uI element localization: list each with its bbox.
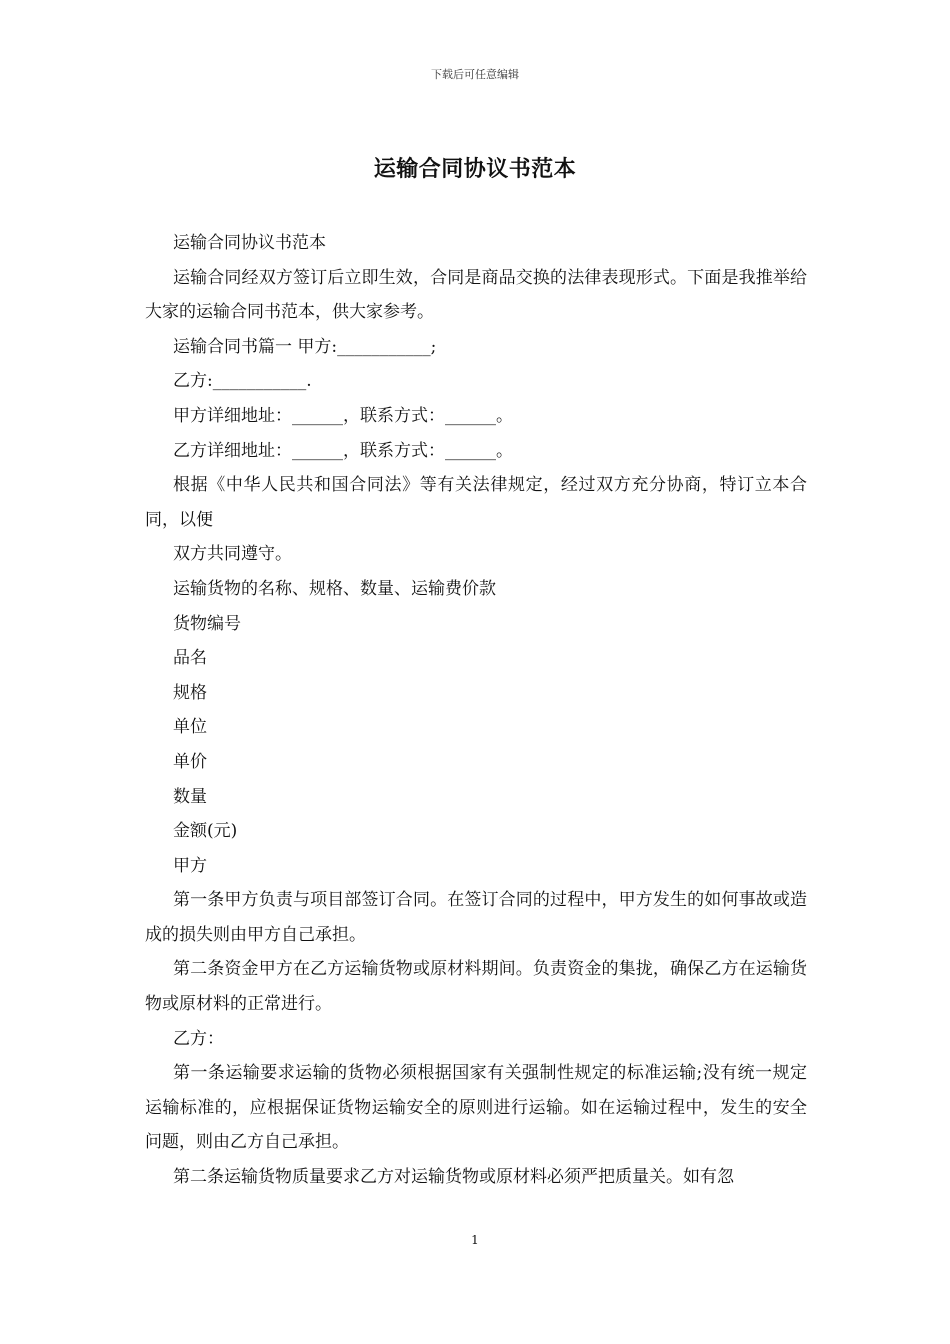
paragraph: 第一条甲方负责与项目部签订合同。在签订合同的过程中，甲方发生的如何事故或造成的损失则由甲方自己承担。 bbox=[145, 890, 807, 945]
paragraph: 乙方详细地址：______，联系方式：______。 bbox=[173, 440, 513, 461]
paragraph: 运输货物的名称、规格、数量、运输费价款 bbox=[173, 578, 496, 599]
paragraph: 单位 bbox=[173, 717, 207, 738]
paragraph: 运输合同书篇一 甲方:___________; bbox=[173, 336, 437, 357]
paragraph: 货物编号 bbox=[173, 613, 241, 634]
document-body bbox=[145, 226, 807, 1195]
paragraph: 运输合同协议书范本 bbox=[173, 233, 326, 253]
paragraph: 第一条运输要求运输的货物必须根据国家有关强制性规定的标准运输;没有统一规定运输标准的，应根据保证货物运输安全的原则进行运输。如在运输过程中，发生的安全问题，则由乙方自己承担。 bbox=[145, 1063, 807, 1153]
document-title: 运输合同协议书范本 bbox=[373, 156, 577, 182]
paragraph: 第二条资金甲方在乙方运输货物或原材料期间。负责资金的集拢，确保乙方在运输货物或原材料的正常进行。 bbox=[145, 959, 807, 1015]
paragraph: 甲方详细地址：______，联系方式：______。 bbox=[173, 405, 513, 426]
paragraph: 数量 bbox=[173, 786, 207, 807]
paragraph: 乙方： bbox=[173, 1028, 224, 1049]
paragraph: 单价 bbox=[173, 751, 207, 772]
page-number: 1 bbox=[471, 1233, 479, 1247]
paragraph: 甲方 bbox=[173, 855, 207, 876]
paragraph: 规格 bbox=[173, 682, 207, 703]
paragraph: 第二条运输货物质量要求乙方对运输货物或原材料必须严把质量关。如有忽 bbox=[173, 1167, 734, 1188]
paragraph: 乙方:___________. bbox=[173, 371, 312, 392]
page-header-note: 下载后可任意编辑 bbox=[431, 68, 519, 81]
paragraph: 金额(元) bbox=[173, 821, 238, 842]
paragraph: 根据《中华人民共和国合同法》等有关法律规定，经过双方充分协商，特订立本合同，以便 bbox=[145, 475, 807, 530]
paragraph: 运输合同经双方签订后立即生效，合同是商品交换的法律表现形式。下面是我推举给大家的运输合同书范本，供大家参考。 bbox=[145, 267, 807, 323]
paragraph: 双方共同遵守。 bbox=[173, 544, 292, 565]
paragraph: 品名 bbox=[173, 648, 207, 669]
